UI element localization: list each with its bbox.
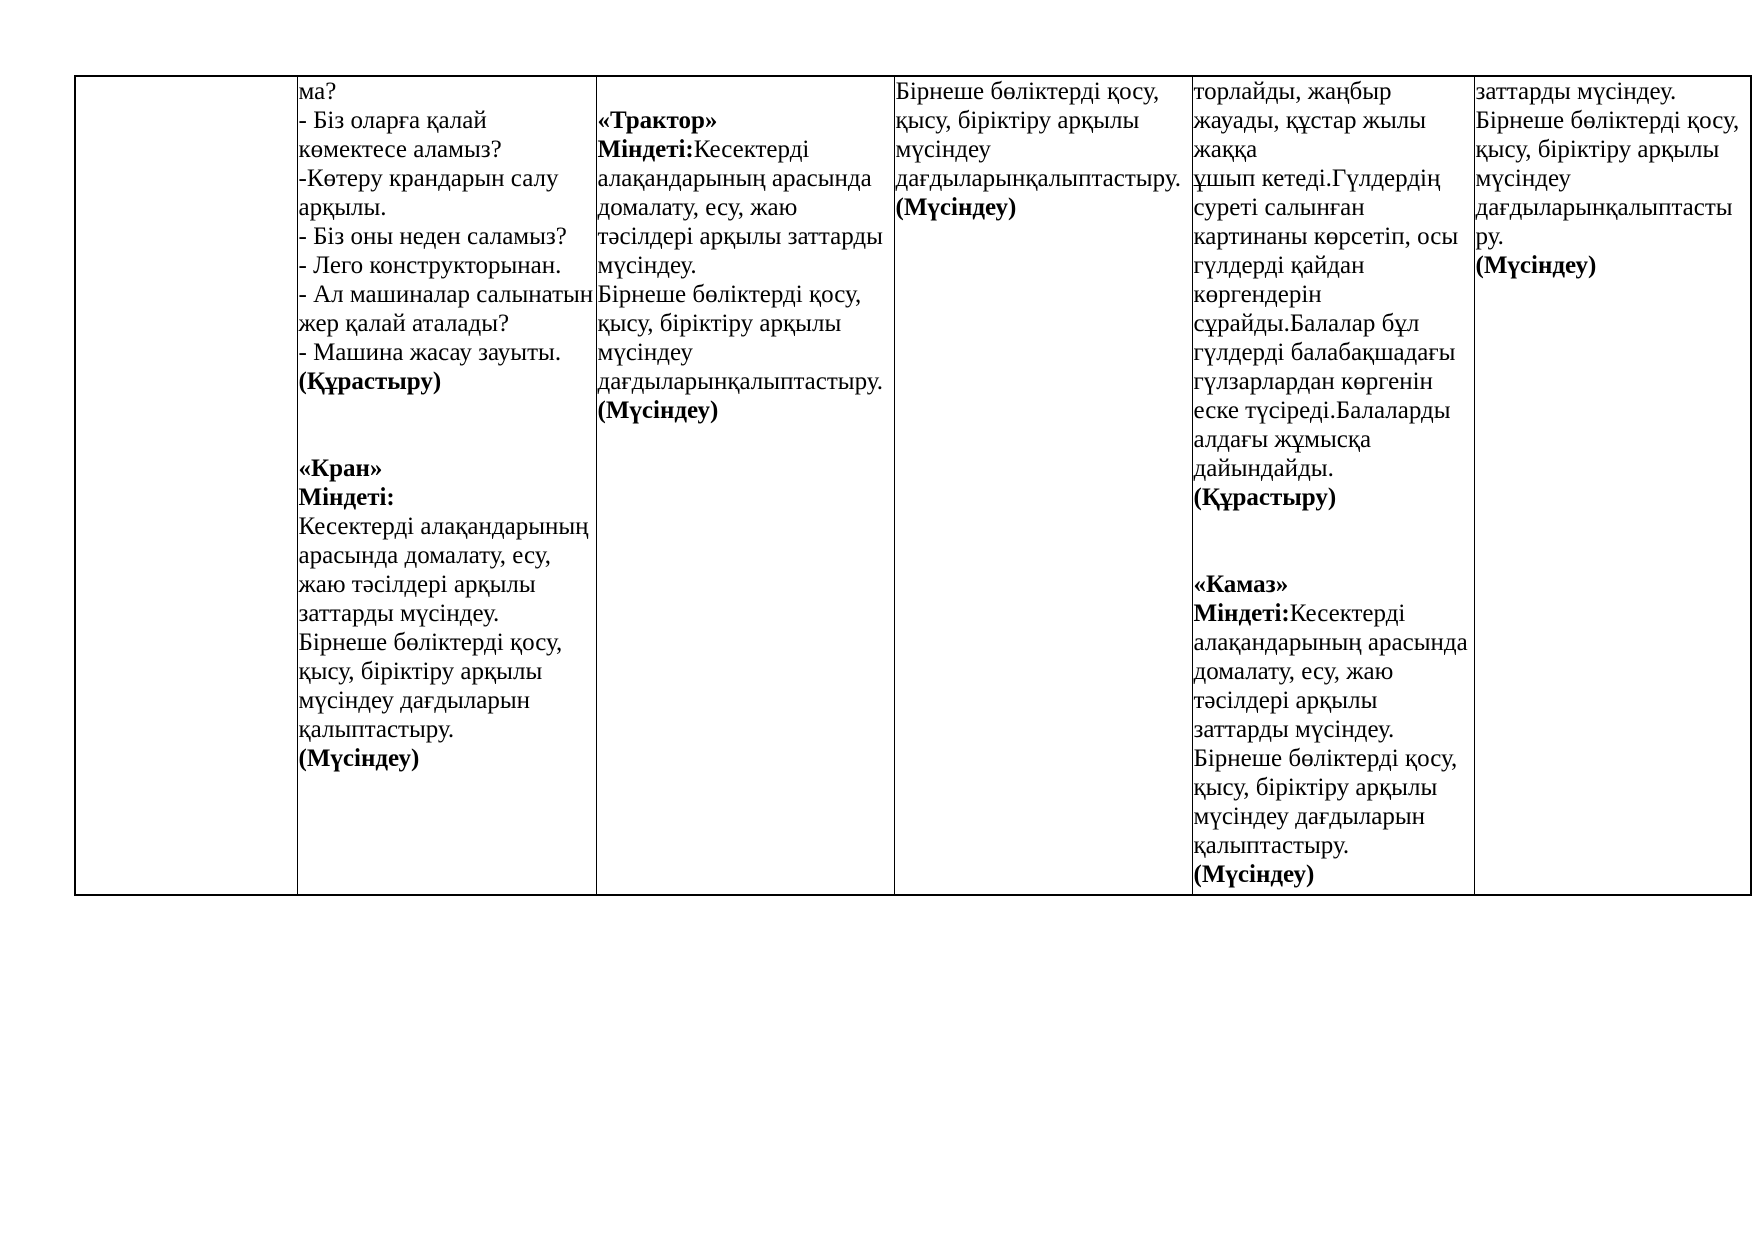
blank-line	[299, 425, 596, 454]
text: картинаны көрсетіп, осы	[1193, 223, 1459, 250]
table-row	[75, 76, 1751, 895]
text-line	[299, 367, 596, 396]
text-line	[1194, 628, 1474, 657]
text: ма?	[298, 78, 337, 105]
bold-text: Міндеті:	[597, 136, 694, 163]
text: алақандарының арасында	[597, 165, 872, 192]
text: гүлзарлардан көргенін	[1193, 368, 1433, 395]
text-line	[1194, 773, 1474, 802]
text: мүсіндеу дағдыларын	[1193, 803, 1426, 830]
text-line	[598, 135, 894, 164]
text: қысу, біріктіру арқылы	[1193, 774, 1438, 801]
text: - Біз оны неден саламыз?	[298, 223, 567, 250]
text: жауады, құстар жылы	[1193, 107, 1427, 134]
text: мүсіндеу дағдыларын	[298, 687, 531, 714]
text: көргендерін	[1193, 281, 1322, 308]
bold-text: (Мүсіндеу)	[298, 745, 420, 772]
text: қалыптастыру.	[298, 716, 455, 743]
text-line	[299, 512, 596, 541]
text-line	[1194, 831, 1474, 860]
text-line	[598, 396, 894, 425]
bold-text: (Құрастыру)	[298, 368, 442, 395]
text-line	[896, 135, 1192, 164]
text: Бірнеше бөліктерді қосу,	[1475, 107, 1740, 134]
text-line	[1476, 193, 1751, 222]
text-line	[299, 222, 596, 251]
text-line	[299, 309, 596, 338]
text-line	[1194, 396, 1474, 425]
text: домалату, есу, жаю	[1193, 658, 1394, 685]
lesson-plan-table	[74, 75, 1752, 896]
text: дағдыларынқалыптастыру.	[597, 368, 884, 395]
text: - Біз оларға қалай	[298, 107, 487, 134]
text: заттарды мүсіндеу.	[1193, 716, 1395, 743]
text-line	[299, 454, 596, 483]
cell-col4	[894, 76, 1192, 895]
text: гүлдерді қайдан	[1193, 252, 1365, 279]
text-line	[299, 106, 596, 135]
text-line	[1476, 164, 1751, 193]
text: алдағы жұмысқа	[1193, 426, 1372, 453]
text: гүлдерді балабақшадағы	[1193, 339, 1456, 366]
text: дағдыларынқалыптастыру.	[895, 165, 1182, 192]
text: Кесектерді	[693, 136, 810, 163]
text-line	[1194, 454, 1474, 483]
text-line	[1194, 744, 1474, 773]
text-line	[598, 338, 894, 367]
text: мүсіндеу	[597, 339, 693, 366]
text-line	[1476, 222, 1751, 251]
text-line	[299, 686, 596, 715]
text: Кесектерді алақандарының	[298, 513, 589, 540]
text-line	[299, 483, 596, 512]
text-line	[1194, 860, 1474, 889]
text-line	[1476, 77, 1751, 106]
text-line	[299, 657, 596, 686]
text-line	[1194, 686, 1474, 715]
text-line	[598, 193, 894, 222]
text-line	[1194, 802, 1474, 831]
text-line	[1194, 164, 1474, 193]
text: еске түсіреді.Балаларды	[1193, 397, 1451, 424]
bold-text: «Кран»	[298, 455, 383, 482]
text-line	[299, 251, 596, 280]
text: заттарды мүсіндеу.	[298, 600, 500, 627]
text: арқылы.	[298, 194, 387, 221]
bold-text: Міндеті:	[298, 484, 395, 511]
text-line	[896, 77, 1192, 106]
text: қалыптастыру.	[1193, 832, 1350, 859]
text-line	[1194, 715, 1474, 744]
text: тәсілдері арқылы заттарды	[597, 223, 883, 250]
bold-text: (Мүсіндеу)	[597, 397, 719, 424]
text-line	[598, 106, 894, 135]
bold-text: (Мүсіндеу)	[895, 194, 1017, 221]
text-line	[1194, 599, 1474, 628]
text: мүсіндеу	[895, 136, 991, 163]
bold-text: «Камаз»	[1193, 571, 1289, 598]
text-line	[896, 106, 1192, 135]
text-line	[598, 222, 894, 251]
text-line	[1194, 570, 1474, 599]
text-line	[299, 280, 596, 309]
text: мүсіндеу.	[597, 252, 697, 279]
text-line	[299, 744, 596, 773]
text: алақандарының арасында	[1193, 629, 1468, 656]
text-line	[299, 193, 596, 222]
text-line	[299, 164, 596, 193]
text: тәсілдері арқылы	[1193, 687, 1378, 714]
bold-text: (Мүсіндеу)	[1193, 861, 1315, 888]
text: сұрайды.Балалар бұл	[1193, 310, 1420, 337]
text: қысу, біріктіру арқылы	[1475, 136, 1720, 163]
text: Бірнеше бөліктерді қосу,	[895, 78, 1160, 105]
text-line	[299, 628, 596, 657]
text: ұшып кетеді.Гүлдердің	[1193, 165, 1441, 192]
text-line	[299, 599, 596, 628]
cell-col3	[596, 76, 894, 895]
text-line	[299, 570, 596, 599]
text: заттарды мүсіндеу.	[1475, 78, 1677, 105]
text-line	[1194, 657, 1474, 686]
text-line	[299, 77, 596, 106]
text-line	[1194, 106, 1474, 135]
text-line	[1194, 309, 1474, 338]
blank-line	[1194, 541, 1474, 570]
text: ру.	[1475, 223, 1504, 250]
text-line	[1194, 367, 1474, 396]
cell-col6	[1474, 76, 1751, 895]
text: жаққа	[1193, 136, 1258, 163]
text: жаю тәсілдері арқылы	[298, 571, 536, 598]
text: дағдыларынқалыптасты	[1475, 194, 1733, 221]
text-line	[896, 193, 1192, 222]
cell-col2	[297, 76, 596, 895]
blank-line	[1194, 512, 1474, 541]
text: қысу, біріктіру арқылы	[597, 310, 842, 337]
text: -Көтеру крандарын салу	[298, 165, 559, 192]
text-line	[1194, 425, 1474, 454]
text: - Лего конструкторынан.	[298, 252, 562, 279]
cell-col5	[1192, 76, 1474, 895]
cell-col1	[75, 76, 297, 895]
text: Бірнеше бөліктерді қосу,	[298, 629, 563, 656]
text: жер қалай аталады?	[298, 310, 510, 337]
bold-text: Міндеті:	[1193, 600, 1290, 627]
text-line	[1194, 483, 1474, 512]
text-line	[598, 309, 894, 338]
text-line	[1194, 251, 1474, 280]
text-line	[1194, 280, 1474, 309]
bold-text: (Мүсіндеу)	[1475, 252, 1597, 279]
text-line	[896, 164, 1192, 193]
bold-text: «Трактор»	[597, 107, 718, 134]
text: Кесектерді	[1289, 600, 1406, 627]
text-line	[299, 135, 596, 164]
text-line	[1194, 338, 1474, 367]
text-line	[1476, 106, 1751, 135]
text: Бірнеше бөліктерді қосу,	[1193, 745, 1458, 772]
text-line	[299, 541, 596, 570]
text: домалату, есу, жаю	[597, 194, 798, 221]
text: дайындайды.	[1193, 455, 1334, 482]
text: Бірнеше бөліктерді қосу,	[597, 281, 862, 308]
text-line	[1476, 135, 1751, 164]
text: мүсіндеу	[1475, 165, 1571, 192]
text-line	[1194, 77, 1474, 106]
text: торлайды, жаңбыр	[1193, 78, 1392, 105]
text-line	[598, 280, 894, 309]
text: - Ал машиналар салынатын	[298, 281, 594, 308]
text-line	[1194, 222, 1474, 251]
text-line	[598, 164, 894, 193]
text: - Машина жасау зауыты.	[298, 339, 562, 366]
blank-line	[299, 396, 596, 425]
text: қысу, біріктіру арқылы	[298, 658, 543, 685]
text-line	[1476, 251, 1751, 280]
text-line	[598, 367, 894, 396]
text-line	[1194, 193, 1474, 222]
text-line	[598, 251, 894, 280]
blank-line	[598, 77, 894, 106]
text-line	[1194, 135, 1474, 164]
text: көмектесе аламыз?	[298, 136, 502, 163]
bold-text: (Құрастыру)	[1193, 484, 1337, 511]
text-line	[299, 715, 596, 744]
text: арасында домалату, есу,	[298, 542, 551, 569]
text: қысу, біріктіру арқылы	[895, 107, 1140, 134]
text: суреті салынған	[1193, 194, 1365, 221]
text-line	[299, 338, 596, 367]
